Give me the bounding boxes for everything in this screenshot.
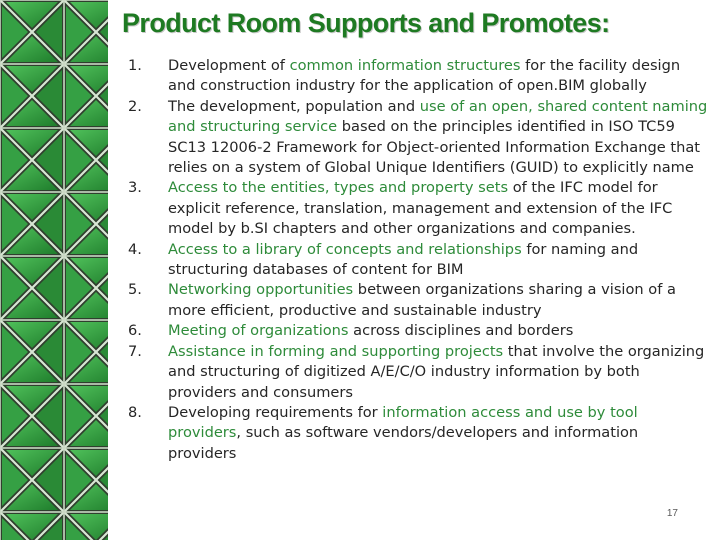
item-text: for the facility design and construction industry for the application of open.BIM globally [168,57,681,95]
highlighted-text: Assistance in forming and supporting projects [168,342,504,360]
item-number: 7. [128,342,142,360]
item-text: of the IFC model for explicit reference, translation, management and extension of the IFC model by b.SI chapters and other organizations and companies. [168,179,673,238]
list-item [108,321,708,341]
item-number: 5. [128,281,142,299]
page-number: 17 [666,508,678,519]
item-text: between organizations sharing a vision of a more efficient, productive and sustainable industry [168,281,676,319]
item-text: for naming and structuring databases of content for BIM [168,240,639,279]
list-item [108,56,708,97]
list-item [108,97,708,179]
highlighted-text: Meeting of organizations [168,322,349,340]
list-item [108,240,708,281]
item-text: across disciplines and borders [348,322,574,340]
highlighted-text: use of an open, shared content naming and structuring service [168,97,708,136]
highlighted-text: common information structures [289,57,521,74]
highlighted-text: Access to a library of concepts and relationships [168,240,522,258]
decorative-sidebar [0,0,108,540]
highlighted-text: information access and use by tool providers [168,403,638,442]
highlighted-text: Networking opportunities [168,281,354,299]
item-text: , such as software vendors/developers and information providers [168,424,639,462]
item-number: 6. [128,322,142,340]
item-text: Development of [168,57,290,74]
highlighted-text: Access to the entities, types and property sets [168,179,509,197]
lattice-pattern-graphic [0,0,108,540]
content-panel [108,52,720,540]
item-number: 3. [128,179,142,197]
item-text: based on the principles identified in ISO TC59 SC13 12006-2 Framework for Object-oriented Information Exchange that relies on a system of Global Unique Identifiers (GUID) to explicitly name [168,118,700,177]
item-number: 4. [128,240,142,258]
item-text: Developing requirements for [168,403,383,421]
item-text: The development, population and [168,97,420,115]
list-item [108,178,708,239]
item-number: 2. [128,97,142,115]
numbered-list [108,56,708,464]
list-item [108,280,708,321]
item-number: 8. [128,403,142,421]
slide-title: Product Room Supports and Promotes: [122,8,610,38]
list-item [108,403,708,464]
item-text: that involve the organizing and structuring of digitized A/E/C/O industry information by both providers and consumers [168,342,705,401]
item-number: 1. [128,57,142,74]
list-item [108,342,708,403]
